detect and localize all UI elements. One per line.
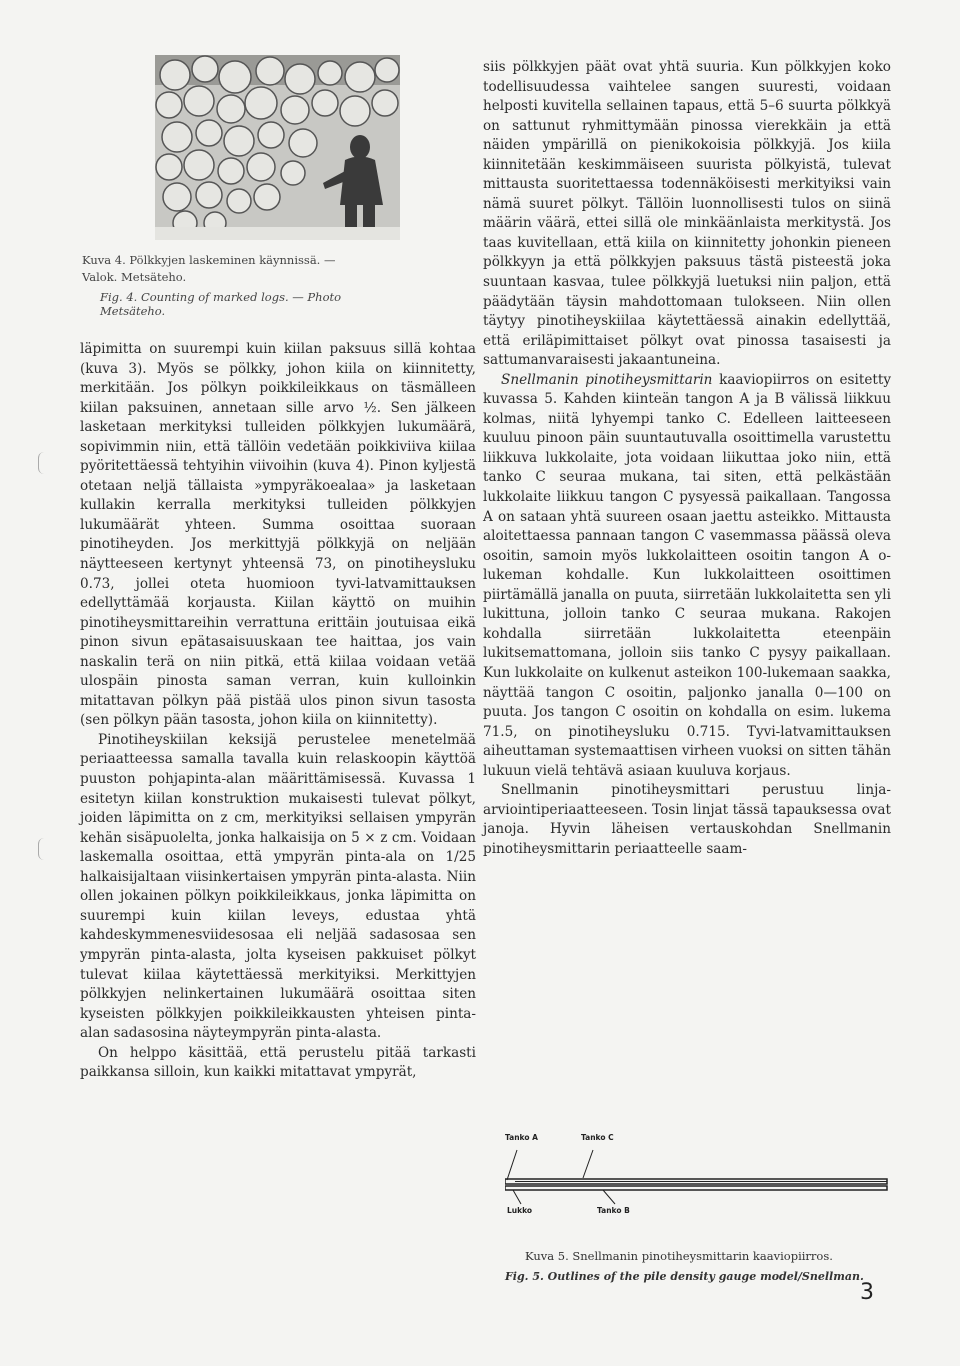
right-paragraph-2 [483,371,891,781]
figure4-caption-fi [82,252,342,286]
section-heading: Snellmanin pinotiheysmittarin [501,371,713,388]
figure4-caption-en: Fig. 4. Counting of marked logs. — Photo Metsäteho. [100,290,342,318]
pointer-b-line [603,1190,615,1204]
left-paragraph-3: On helppo käsittää, että perustelu pitää tarkasti paikkansa silloin, kun kaikki mitattavat ympyrät, [80,1044,476,1081]
figure5-caption-en: Fig. 5. Outlines of the pile density gauge model/Snellman. [505,1270,864,1283]
figure4-caption-text: Pölkkyjen laskeminen käynnissä. [129,253,321,267]
label-lukko: Lukko [507,1206,533,1215]
pointer-a-line [507,1150,517,1180]
page-number: 3 [860,1280,874,1305]
label-tanko-c: Tanko C [581,1133,614,1142]
label-tanko-b: Tanko B [597,1206,630,1215]
figure5-caption-fi: Kuva 5. Snellmanin pinotiheysmittarin kaaviopiirros. [525,1249,833,1263]
left-paragraph-1: läpimitta on suurempi kuin kiilan paksuus sillä kohtaa (kuva 3). Myös se pölkky, johon kiila on kiinnitetty, merkitään. Jos pölkyn poikkileikkaus on täsmälleen kiilan paksuinen, annetaan sille arvo ½. Sen jälkeen lasketaan merkityksi tulleiden pölkkyjen lukumäärä, sopivimmin niin, että tällöin vedetään poikkiviiva kiilaa pyöritettäessä tehtyihin viivoihin (kuva 4). Pinon kyljestä otetaan neljä tällaista »ympyräkoealaa» ja lasketaan kullakin kerralla merkityksi tulleiden pölkkyjen lukumäärät yhteen. Summa osoittaa suoraan pinotiheyden. Jos merkittyjä pölkkyjä on neljään näytteeseen kertynyt yhteensä 73, on pinotiheysluku 0.73, jollei oteta huomioon tyvi-latvamittauksen edellyttämää korjausta. Kiilan käyttö on muihin pinotiheysmittareihin verrattuna erittäin joutuisaa eikä pinon sivun epätasaisuuskaan tee haittaa, jos vain naskalin terä on niin pitkä, että kiilaa voidaan vetää ulospäin pinosta saman verran, kuin kulloinkin mitattavan pölkyn pää pistää ulos pinon sivun tasosta (sen pölkyn pään tasosta, johon kiila on kiinnitetty). [80,341,476,729]
log-pile-photo [155,55,400,240]
binding-hole-mark [38,452,47,474]
right-column [483,58,891,859]
figure4-caption-prefix: Kuva 4. [82,253,126,267]
right-paragraph-3: Snellmanin pinotiheysmittari perustuu linja-arviointiperiaatteeseen. Tosin linjat tässä tapauksessa ovat janoja. Hyvin läheisen vertauskohdan Snellmanin pinotiheysmittarin periaatteelle saam- [483,782,891,857]
pointer-lock-line [513,1190,521,1204]
left-column [80,340,476,1083]
figure4-caption-credit: — Valok. Metsäteho. [82,253,336,284]
binding-hole-mark [38,838,47,860]
pile-gauge-drawing [505,1130,890,1220]
right-paragraph-1: siis pölkkyjen päät ovat yhtä suuria. Kun pölkkyjen koko todellisuudessa vaihtelee sangen suuresti, voidaan helposti kuvitella sellainen tapaus, että 5–6 suurta pölkkyä on sattunut ryhmittymään pinossa vierekkäin ja että näiden ympärillä on pienikokoisia pölkkyjä. Jos kiila kiinnitetään keskimmäiseen suurista pölkyistä, tulevat mittausta suoritettaessa todennäköisesti merkityiksi vain nämä suuret pölkyt. Tällöin luonnollisesti tulos on siinä määrin väärä, ettei sillä ole minkäänlaista merkitystä. Jos taas kuvitellaan, että kiila on kiinnitetty johonkin pieneen pölkkyyn ja että pölkkyjen paksuus tästä pisteestä joka suuntaan kasvaa, tulee pölkkyjä luetuksi niin paljon, että päädytään täysin mahdottomaan tulokseen. Niin ollen täytyy pinotiheyskiilaa käytettäessä ainakin edellyttää, että eriläpimittaiset pölkyt ovat pinossa tasaisesti ja sattumanvaraisesti jakaantuneina. [483,59,891,369]
pointer-c-line [583,1150,593,1178]
figure5-diagram [505,1130,890,1240]
log-pile-photo-drawing [155,55,400,240]
label-tanko-a: Tanko A [505,1133,538,1142]
rod-b [505,1186,887,1190]
left-paragraph-2: Pinotiheyskiilan keksijä perustelee menetelmää periaatteessa samalla tavalla kuin relaskoopin käyttöä puuston pohjapinta-alan määrittämisessä. Kuvassa 1 esitetyn kiilan konstruktion mukaisesti tulevat pölkyt, joiden läpimitta on z cm, merkityiksi sellaisen ympyrän kehän sisäpuolelta, jonka halkaisija on 5 × z cm. Voidaan laskemalla osoittaa, että ympyrän pinta-ala on 1/25 halkaisijaltaan viisinkertaisen ympyrän pinta-alasta. Niin ollen jokainen pölkyn poikkileikkaus, jonka läpimitta on suurempi kuin kiilan leveys, edustaa yhtä kahdeskymmenesviidesosaa eli neljää sadasosaa sen ympyrän pinta-alasta, jolta kyseisen pakkuiset pölkyt tulevat kiilaa käytettäessä merkityiksi. Merkittyjen pölkkyjen nelinkertainen lukumäärä osoittaa siten kyseisten pölkkyjen poikkileikkausten yhteisen pinta-alan sadasosina näyteympyrän pinta-alasta. [80,731,476,1042]
right-paragraph-2-text: kaaviopiirros on esitetty kuvassa 5. Kahden kiinteän tangon A ja B välissä liikkuu kolmas, niitä lyhyempi tanko C. Edelleen laitteeseen kuuluu pinoon päin suuntautuvalla osoittimella varustettu liikkuva lukkolaite, jota voidaan liikuttaa joko niin, että tanko C seuraa mukana, tai siten, että pelkästään lukkolaite liikkuu tangon C pysyessä paikallaan. Tangossa A on sataan yhtä suureen osaan jaettu asteikko. Mittausta aloitettaessa pannaan tangon C vasemmassa päässä oleva osoitin, samoin myös lukkolaitteen osoitin tangon A o-lukeman kohdalle. Kun lukkolaitteen osoittimen piirtämällä janalla on puuta, siirretään lukkolaitetta sen yli lukittuna, jolloin tanko C seuraa mukana. Rakojen kohdalla siirretään lukkolaitetta eteenpäin lukitsemattomana, jolloin siis tanko C pysyy paikallaan. Kun lukkolaite on kulkenut asteikon 100-lukemaan saakka, näyttää tangon C osoitin, paljonko janalla 0—100 on puuta. Jos tangon C osoitin on kohdalla on esim. lukema 71.5, on pinotiheysluku 0.715. Tyvi-latvamittauksen aiheuttaman systemaattisen virheen vuoksi on sitten tähän lukuun vielä tehtävä asiaan kuuluva korjaus. [483,371,891,779]
